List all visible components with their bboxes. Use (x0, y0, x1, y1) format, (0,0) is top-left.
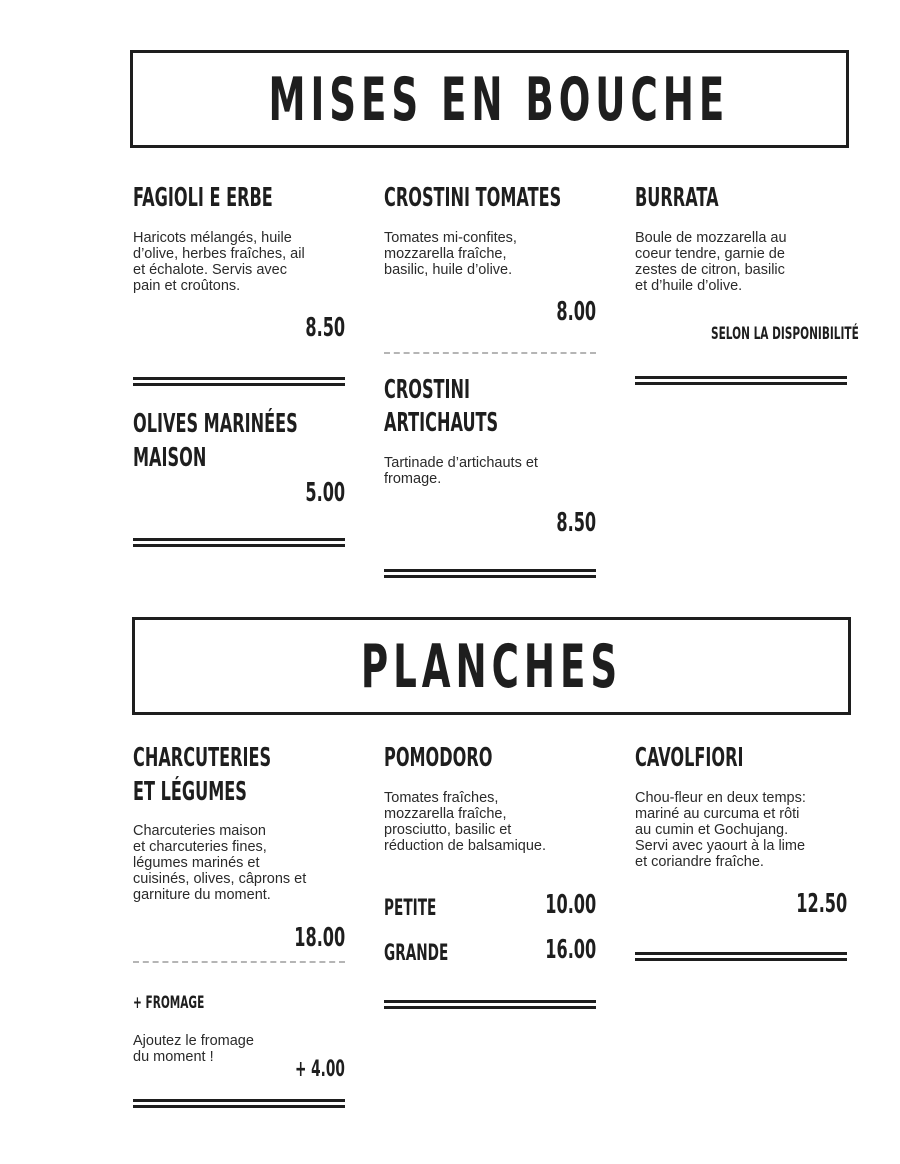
item-price-cavolfiori: 12.50 (796, 889, 847, 919)
item-desc-cavolfiori: Chou-fleur en deux temps: mariné au curcuma et rôti au cumin et Gochujang. Servi avec yaourt à la lime et coriandre fraîche. (635, 790, 806, 870)
item-price-fromage: + 4.00 (295, 1057, 345, 1082)
item-price-fagioli: 8.50 (305, 313, 345, 343)
item-title-olives-line1: OLIVES MARINÉES (133, 409, 298, 439)
size-price-grande: 16.00 (545, 935, 596, 965)
item-title-olives-line2: MAISON (133, 443, 207, 473)
item-title-pomodoro: POMODORO (384, 743, 493, 773)
item-price-crostini-artichauts: 8.50 (556, 508, 596, 538)
item-title-burrata: BURRATA (635, 183, 719, 213)
double-rule (133, 538, 345, 547)
item-desc-crostini-tomates: Tomates mi-confites, mozzarella fraîche, basilic, huile d’olive. (384, 230, 517, 278)
size-label-petite: PETITE (384, 896, 437, 921)
dashed-divider (384, 352, 596, 354)
item-title-charcuteries-line2: ET LÉGUMES (133, 777, 247, 807)
section-title-planches: PLANCHES (360, 632, 623, 702)
double-rule (635, 952, 847, 961)
section-header-mises (130, 50, 849, 148)
item-desc-pomodoro: Tomates fraîches, mozzarella fraîche, prosciutto, basilic et réduction de balsamique. (384, 790, 547, 854)
item-title-fromage: + FROMAGE (133, 993, 205, 1013)
double-rule (133, 377, 345, 386)
item-price-crostini-tomates: 8.00 (556, 297, 596, 327)
item-title-charcuteries-line1: CHARCUTERIES (133, 743, 272, 773)
item-desc-burrata: Boule de mozzarella au coeur tendre, garnie de zestes de citron, basilic et d’huile d’olive. (635, 230, 787, 294)
item-price-charcuteries: 18.00 (294, 923, 345, 953)
item-desc-fagioli: Haricots mélangés, huile d’olive, herbes fraîches, ail et échalote. Servis avec pain et croûtons. (133, 230, 305, 294)
size-label-grande: GRANDE (384, 941, 449, 966)
item-title-cavolfiori: CAVOLFIORI (635, 743, 744, 773)
section-title-mises: MISES EN BOUCHE (268, 65, 730, 135)
double-rule (635, 376, 847, 385)
item-title-crostini-artichauts-line1: CROSTINI (384, 375, 471, 405)
item-desc-charcuteries: Charcuteries maison et charcuteries fines, légumes marinés et cuisinés, olives, câprons et garniture du moment. (133, 823, 307, 903)
item-desc-fromage: Ajoutez le fromage du moment ! (133, 1033, 254, 1065)
double-rule (384, 569, 596, 578)
double-rule (133, 1099, 345, 1108)
availability-note-burrata: SELON LA DISPONIBILITÉ (711, 324, 859, 344)
item-title-fagioli: FAGIOLI E ERBE (133, 183, 273, 213)
item-title-crostini-artichauts-line2: ARTICHAUTS (384, 408, 499, 438)
double-rule (384, 1000, 596, 1009)
dashed-divider (133, 961, 345, 963)
section-header-planches (132, 617, 851, 715)
item-price-olives: 5.00 (305, 478, 345, 508)
item-title-crostini-tomates: CROSTINI TOMATES (384, 183, 562, 213)
size-price-petite: 10.00 (545, 890, 596, 920)
item-desc-crostini-artichauts: Tartinade d’artichauts et fromage. (384, 455, 538, 487)
